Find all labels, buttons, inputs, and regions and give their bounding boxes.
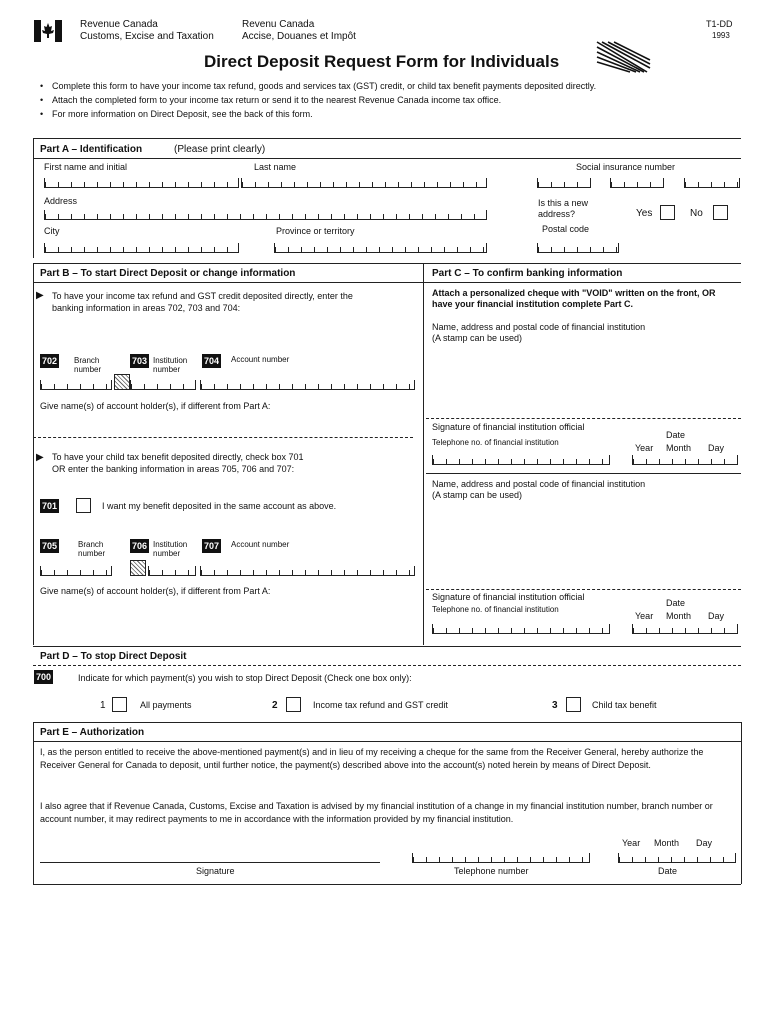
telephone-input[interactable]	[412, 853, 590, 863]
province-label: Province or territory	[276, 226, 355, 236]
canada-flag-logo	[34, 20, 62, 42]
part-b-instruction-2a: To have your child tax benefit deposited directly, check box 701	[52, 452, 304, 462]
part-a-subtitle: (Please print clearly)	[174, 144, 266, 155]
sin-label: Social insurance number	[576, 162, 676, 172]
agency-en-2: Customs, Excise and Taxation	[80, 31, 214, 42]
account-input[interactable]	[200, 380, 415, 390]
day-label-c2: Day	[708, 611, 725, 621]
first-name-label: First name and initial	[44, 162, 128, 172]
opt1-label: All payments	[140, 700, 192, 710]
same-account-label: I want my benefit deposited in the same account as above.	[102, 501, 337, 511]
box-705: 705	[42, 541, 58, 551]
part-a-title: Part A – Identification	[40, 144, 143, 155]
no-label: No	[690, 208, 703, 219]
stamp-label-2: (A stamp can be used)	[432, 490, 523, 500]
form-code: T1-DD	[706, 19, 733, 29]
part-b-instruction-2b: OR enter the banking information in areas 705, 706 and 707:	[52, 464, 295, 474]
last-name-label: Last name	[254, 162, 297, 172]
sin-input-2[interactable]	[610, 178, 664, 188]
form-title: Direct Deposit Request Form for Individuals	[204, 52, 560, 71]
holders-label-2: Give name(s) of account holder(s), if different from Part A:	[40, 586, 271, 596]
telephone-fi-label-2: Telephone no. of financial institution	[432, 605, 559, 614]
sin-input-3[interactable]	[684, 178, 740, 188]
form-year: 1993	[712, 31, 730, 40]
institution-input[interactable]	[130, 380, 196, 390]
province-input[interactable]	[274, 243, 487, 253]
all-payments-checkbox[interactable]	[112, 697, 127, 712]
fi-name-label: Name, address and postal code of financial institution	[432, 322, 646, 332]
opt2-label: Income tax refund and GST credit	[313, 700, 448, 710]
part-e-title: Part E – Authorization	[40, 727, 145, 738]
agency-fr-1: Revenu Canada	[242, 19, 315, 30]
new-address-label: Is this a new address?	[538, 198, 589, 219]
date-label-c1: Date	[666, 430, 686, 440]
box-707: 707	[204, 541, 220, 551]
year-label-e: Year	[622, 838, 641, 848]
postal-code-label: Postal code	[542, 224, 590, 234]
signature-label: Signature	[196, 866, 235, 876]
bullet-1: Complete this form to have your income tax refund, goods and services tax (GST) credit, or child tax benefit payments deposited directly.	[52, 81, 597, 91]
part-c-instruction: Attach a personalized cheque with "VOID" written on the front, OR have your financial institution complete Part C.	[432, 288, 716, 309]
arrow-icon-2: ▶	[36, 452, 44, 463]
hatched-box	[114, 374, 130, 390]
fi-name-label-2: Name, address and postal code of financial institution	[432, 479, 646, 489]
postal-code-input[interactable]	[537, 243, 619, 253]
part-b-instruction-1: To have your income tax refund and GST credit deposited directly, enter the banking information in areas 702, 703 and 704:	[52, 291, 353, 313]
part-e-para1: I, as the person entitled to receive the above-mentioned payment(s) and in lieu of my receiving a cheque for the same from the Receiver General, hereby authorize the Receiver General for Canada to deposit, until further notice, the payment(s) described above into the account(s) noted herein by means of Direct Deposit.	[40, 747, 704, 770]
holders-label: Give name(s) of account holder(s), if different from Part A:	[40, 401, 271, 411]
telephone-fi-input-2[interactable]	[432, 624, 610, 634]
part-b-title: Part B – To start Direct Deposit or change information	[40, 268, 296, 279]
telephone-fi-input[interactable]	[432, 455, 610, 465]
year-label-c2: Year	[635, 611, 654, 621]
date-fi-input-2[interactable]	[632, 624, 738, 634]
first-name-input[interactable]	[44, 178, 239, 188]
opt3-label: Child tax benefit	[592, 700, 657, 710]
date-fi-input[interactable]	[632, 455, 738, 465]
account-input-2[interactable]	[200, 566, 415, 576]
box-700: 700	[36, 672, 52, 682]
city-label: City	[44, 226, 60, 236]
box-706: 706	[132, 541, 148, 551]
agency-fr-2: Accise, Douanes et Impôt	[242, 31, 356, 42]
branch-label-2: Branch number	[78, 540, 106, 558]
day-label-c1: Day	[708, 443, 725, 453]
child-tax-benefit-checkbox[interactable]	[566, 697, 581, 712]
branch-label: Branch number	[74, 356, 102, 374]
opt2-num: 2	[272, 700, 278, 711]
stamp-label: (A stamp can be used)	[432, 333, 523, 343]
income-tax-gst-checkbox[interactable]	[286, 697, 301, 712]
telephone-fi-label: Telephone no. of financial institution	[432, 438, 559, 447]
bullet-3: For more information on Direct Deposit, see the back of this form.	[52, 109, 313, 119]
new-address-no-checkbox[interactable]	[713, 205, 728, 220]
account-label: Account number	[231, 355, 290, 364]
agency-en-1: Revenue Canada	[80, 19, 158, 30]
yes-label: Yes	[636, 208, 653, 219]
city-input[interactable]	[44, 243, 239, 253]
address-input[interactable]	[44, 210, 487, 220]
opt1-num: 1	[100, 700, 106, 711]
opt3-num: 3	[552, 700, 558, 711]
month-label-c1: Month	[666, 443, 692, 453]
part-d-title: Part D – To stop Direct Deposit	[40, 651, 187, 662]
date-input[interactable]	[618, 853, 736, 863]
box-704: 704	[204, 356, 220, 366]
last-name-input[interactable]	[241, 178, 487, 188]
new-address-yes-checkbox[interactable]	[660, 205, 675, 220]
date-label-e: Date	[658, 866, 678, 876]
address-label: Address	[44, 196, 78, 206]
year-label-c1: Year	[635, 443, 654, 453]
bullet-2: Attach the completed form to your income tax return or send it to the nearest Revenue Canada income tax office.	[52, 95, 502, 105]
arrow-icon: ▶	[36, 290, 44, 301]
box-702: 702	[42, 356, 58, 366]
part-e-para2: I also agree that if Revenue Canada, Customs, Excise and Taxation is advised by my financial institution of a change in my financial institution number, branch number or account number, it may redirect payments to me in accordance with the information provided by my financial institution.	[40, 801, 713, 824]
hatched-box-2	[130, 560, 146, 576]
month-label-e: Month	[654, 838, 680, 848]
branch-input-2[interactable]	[40, 566, 112, 576]
month-label-c2: Month	[666, 611, 692, 621]
telephone-label: Telephone number	[454, 866, 529, 876]
institution-label-2: Institution number	[153, 540, 188, 558]
box-701: 701	[42, 501, 58, 511]
part-d-instruction: Indicate for which payment(s) you wish to stop Direct Deposit (Check one box only):	[78, 673, 412, 683]
signature-fi-label-2: Signature of financial institution official	[432, 592, 585, 602]
box-703: 703	[132, 356, 148, 366]
day-label-e: Day	[696, 838, 713, 848]
account-label-2: Account number	[231, 540, 290, 549]
same-account-checkbox[interactable]	[76, 498, 91, 513]
part-c-title: Part C – To confirm banking information	[432, 268, 623, 279]
signature-fi-label: Signature of financial institution official	[432, 422, 585, 432]
date-label-c2: Date	[666, 598, 686, 608]
sin-input-1[interactable]	[537, 178, 591, 188]
institution-input-2[interactable]	[148, 566, 196, 576]
branch-input[interactable]	[40, 380, 112, 390]
signature-line[interactable]	[40, 862, 380, 863]
stripes-decoration	[592, 38, 652, 74]
institution-label: Institution number	[153, 356, 188, 374]
